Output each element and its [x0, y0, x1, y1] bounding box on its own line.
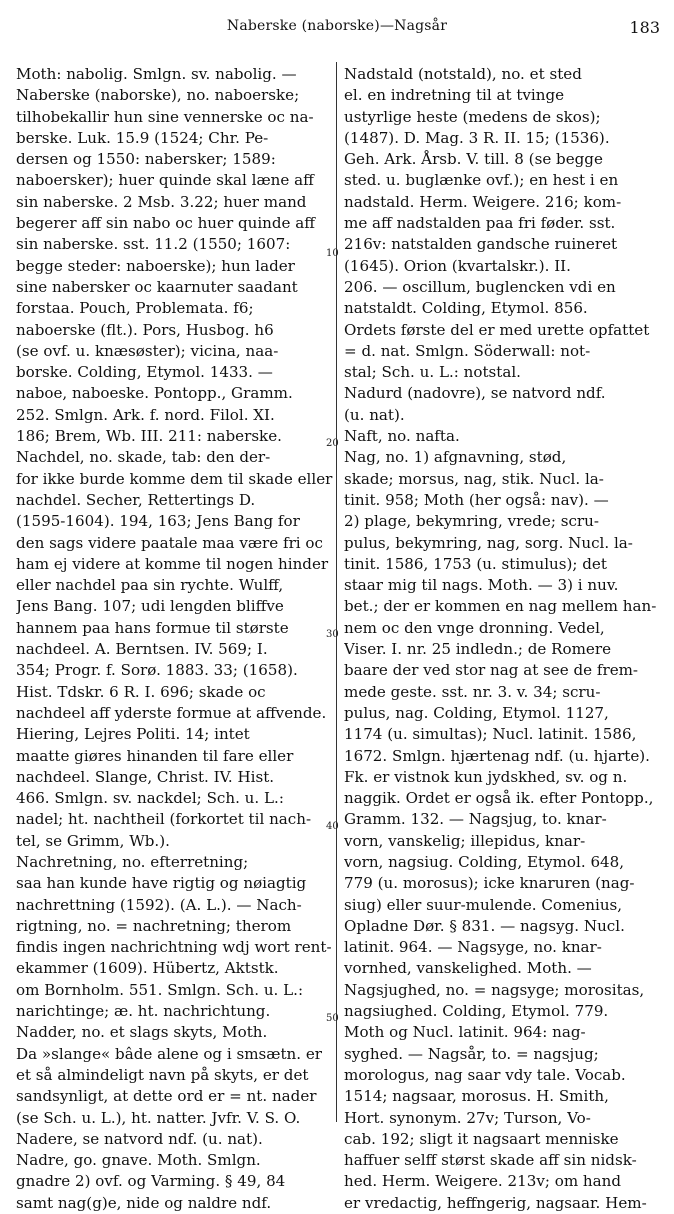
text-line: Nadre, go. gnave. Moth. Smlgn. — [16, 1151, 261, 1170]
text-line: 216v: natstalden gandsche ruineret — [344, 235, 618, 254]
text-line: skade; morsus, nag, stik. Nucl. la- — [344, 469, 604, 488]
text-line: Geh. Ark. Årsb. V. till. 8 (se begge — [344, 150, 603, 169]
line-number: 20 — [326, 438, 339, 449]
running-head: Naberske (naborske)—Nagsår — [226, 18, 448, 34]
text-line: baare der ved stor nag at see de frem- — [344, 661, 639, 680]
text-line: nachdel. Secher, Rettertings D. — [16, 490, 256, 509]
text-line: nadel; ht. nachtheil (forkortet til nach- — [16, 810, 312, 829]
text-line: Nagsjughed, no. = nagsyge; morositas, — [344, 980, 645, 999]
text-line: vorn, vanskelig; illepidus, knar- — [344, 831, 586, 850]
text-line: sin naberske. 2 Msb. 3.22; huer mand — [16, 192, 307, 211]
text-line: (1487). D. Mag. 3 R. II. 15; (1536). — [344, 128, 610, 147]
text-line: Gramm. 132. — Nagsjug, to. knar- — [344, 810, 607, 829]
text-line: 252. Smlgn. Ark. f. nord. Filol. XI. — [16, 405, 275, 424]
line-number: 30 — [326, 629, 339, 640]
text-line: ekammer (1609). Hübertz, Aktstk. — [16, 959, 279, 978]
text-line: 779 (u. morosus); icke knaruren (nag- — [344, 874, 635, 893]
text-line: er vredactig, heffngerig, nagsaar. Hem- — [344, 1193, 647, 1212]
text-line: 1672. Smlgn. hjærtenag ndf. (u. hjarte). — [344, 746, 650, 765]
text-line: Nadurd (nadovre), se natvord ndf. — [344, 384, 606, 403]
text-line: Nachdel, no. skade, tab: den der- — [16, 448, 271, 467]
text-line: ham ej videre at komme til nogen hinder — [16, 554, 329, 573]
text-line: forstaa. Pouch, Problemata. f6; — [16, 299, 254, 318]
text-line: Moth: nabolig. Smlgn. sv. nabolig. — — [16, 65, 297, 83]
text-line: (se Sch. u. L.), ht. natter. Jvfr. V. S. O. — [16, 1108, 301, 1127]
text-line: Nag, no. 1) afgnavning, stød, — [344, 448, 567, 467]
text-line: nem oc den vnge dronning. Vedel, — [344, 618, 605, 637]
text-line: Jens Bang. 107; udi lengden bliffve — [16, 597, 284, 616]
line-number: 40 — [326, 821, 339, 832]
text-line: nachrettning (1592). (A. L.). — Nach- — [16, 895, 302, 914]
text-line: eller nachdel paa sin rychte. Wulff, — [16, 576, 284, 595]
text-line: siug) eller suur-mulende. Comenius, — [344, 895, 623, 914]
text-line: 1174 (u. simultas); Nucl. latinit. 1586, — [344, 725, 637, 744]
text-line: bet.; der er kommen en nag mellem han- — [344, 597, 657, 616]
page-header — [0, 18, 674, 42]
text-line: den sags videre paatale maa være fri oc — [16, 533, 323, 552]
text-line: (u. nat). — [344, 405, 405, 424]
column-divider — [336, 62, 337, 1122]
text-line: nagsiughed. Colding, Etymol. 779. — [344, 1002, 609, 1021]
text-line: nadstald. Herm. Weigere. 216; kom- — [344, 192, 622, 211]
text-line: tinit. 958; Moth (her også: nav). — — [344, 490, 609, 509]
text-line: pulus, bekymring, nag, sorg. Nucl. la- — [344, 533, 633, 552]
text-line: narichtinge; æ. ht. nachrichtung. — [16, 1002, 271, 1021]
text-line: Hiering, Lejres Politi. 14; intet — [16, 725, 250, 744]
text-line: haffuer selff størst skade aff sin nidsk- — [344, 1151, 637, 1170]
text-line: 466. Smlgn. sv. nackdel; Sch. u. L.: — [16, 789, 284, 808]
text-line: naboerske (flt.). Pors, Husbog. h6 — [16, 320, 274, 339]
text-line: nachdeel aff yderste formue at affvende. — [16, 703, 327, 722]
text-line: mede geste. sst. nr. 3. v. 34; scru- — [344, 682, 601, 701]
text-line: 1514; nagsaar, morosus. H. Smith, — [344, 1087, 609, 1106]
text-line: sin naberske. sst. 11.2 (1550; 1607: — [16, 235, 291, 254]
text-line: nachdeel. Slange, Christ. IV. Hist. — [16, 767, 275, 786]
text-line: 186; Brem, Wb. III. 211: naberske. — [16, 427, 282, 446]
text-line: hannem paa hans formue til største — [16, 618, 289, 637]
text-line: et så almindeligt navn på skyts, er det — [16, 1065, 309, 1084]
text-line: Naberske (naborske), no. naboerske; — [16, 86, 300, 105]
text-line: sine nabersker oc kaarnuter saadant — [16, 277, 298, 296]
text-line: findis ingen nachrichtning wdj wort rent- — [16, 938, 332, 957]
text-line: syghed. — Nagsår, to. = nagsjug; — [344, 1044, 599, 1063]
text-line: Naft, no. nafta. — [344, 427, 460, 446]
text-line: Nachretning, no. efterretning; — [16, 852, 249, 871]
text-line: Opladne Dør. § 831. — nagsyg. Nucl. — [344, 916, 625, 935]
text-line: begerer aff sin nabo oc huer quinde aff — [16, 214, 316, 233]
text-line: cab. 192; sligt it nagsaart menniske — [344, 1129, 619, 1148]
text-line: 2) plage, bekymring, vrede; scru- — [344, 512, 599, 531]
text-line: Hist. Tdskr. 6 R. I. 696; skade oc — [16, 682, 266, 701]
text-line: hed. Herm. Weigere. 213v; om hand — [344, 1172, 622, 1191]
text-line: tinit. 1586, 1753 (u. stimulus); det — [344, 554, 607, 573]
line-number: 50 — [326, 1013, 339, 1024]
line-number: 10 — [326, 248, 339, 259]
text-line: gnadre 2) ovf. og Varming. § 49, 84 — [16, 1172, 286, 1191]
text-line: vornhed, vanskelighed. Moth. — — [344, 959, 592, 978]
text-line: Fk. er vistnok kun jydskhed, sv. og n. — [344, 767, 628, 786]
page-number: 183 — [629, 18, 660, 37]
text-line: naboersker); huer quinde skal læne aff — [16, 171, 314, 190]
text-line: naboe, naboeske. Pontopp., Gramm. — [16, 384, 293, 403]
text-line: naggik. Ordet er også ik. efter Pontopp., — [344, 789, 654, 808]
text-line: rigtning, no. = nachretning; therom — [16, 916, 292, 935]
text-line: = d. nat. Smlgn. Söderwall: not- — [344, 341, 591, 360]
text-line: stal; Sch. u. L.: notstal. — [344, 363, 521, 382]
text-line: tilhobekallir hun sine vennerske oc na- — [16, 107, 314, 126]
text-line: Nadere, se natvord ndf. (u. nat). — [16, 1129, 263, 1148]
text-line: Ordets første del er med urette opfattet — [344, 320, 650, 339]
text-line: ustyrlige heste (medens de skos); — [344, 107, 601, 126]
text-line: me aff nadstalden paa fri føder. sst. — [344, 214, 616, 233]
left-column — [16, 64, 334, 1214]
text-line: sandsynligt, at dette ord er = nt. nader — [16, 1087, 317, 1106]
text-line: Da »slange« bâde alene og i smsætn. er — [16, 1044, 323, 1063]
text-line: 206. — oscillum, buglencken vdi en — [344, 277, 616, 296]
text-line: nachdeel. A. Berntsen. IV. 569; I. — [16, 640, 268, 659]
text-line: latinit. 964. — Nagsyge, no. knar- — [344, 938, 602, 957]
text-line: maatte giøres hinanden til fare eller — [16, 746, 294, 765]
text-line: begge steder: naboerske); hun lader — [16, 256, 295, 275]
text-line: berske. Luk. 15.9 (1524; Chr. Pe- — [16, 128, 269, 147]
text-line: el. en indretning til at tvinge — [344, 86, 565, 105]
text-line: Nadder, no. et slags skyts, Moth. — [16, 1023, 268, 1042]
text-line: Hort. synonym. 27v; Turson, Vo- — [344, 1108, 591, 1127]
text-line: dersen og 1550: nabersker; 1589: — [16, 150, 276, 169]
text-line: (se ovf. u. knæsøster); vicina, naa- — [16, 341, 279, 360]
text-line: sted. u. buglænke ovf.); en hest i en — [344, 171, 619, 190]
text-line: for ikke burde komme dem til skade eller — [16, 469, 333, 488]
text-line: tel, se Grimm, Wb.). — [16, 831, 170, 850]
text-line: (1595-1604). 194, 163; Jens Bang for — [16, 512, 300, 531]
text-line: Nadstald (notstald), no. et sted — [344, 65, 582, 83]
text-line: pulus, nag. Colding, Etymol. 1127, — [344, 703, 609, 722]
text-line: 354; Progr. f. Sorø. 1883. 33; (1658). — [16, 661, 298, 680]
right-column — [344, 64, 662, 1214]
text-line: natstaldt. Colding, Etymol. 856. — [344, 299, 588, 318]
text-line: staar mig til nags. Moth. — 3) i nuv. — [344, 576, 619, 595]
text-line: om Bornholm. 551. Smlgn. Sch. u. L.: — [16, 980, 304, 999]
text-line: vorn, nagsiug. Colding, Etymol. 648, — [344, 852, 625, 871]
text-line: morologus, nag saar vdy tale. Vocab. — [344, 1065, 626, 1084]
text-line: borske. Colding, Etymol. 1433. — — [16, 363, 273, 382]
text-line: Viser. I. nr. 25 indledn.; de Romere — [344, 640, 611, 659]
text-line: (1645). Orion (kvartalskr.). II. — [344, 256, 571, 275]
text-line: saa han kunde have rigtig og nøiagtig — [16, 874, 307, 893]
text-line: Moth og Nucl. latinit. 964: nag- — [344, 1023, 586, 1042]
text-line: samt nag(g)e, nide og naldre ndf. — [16, 1193, 272, 1212]
